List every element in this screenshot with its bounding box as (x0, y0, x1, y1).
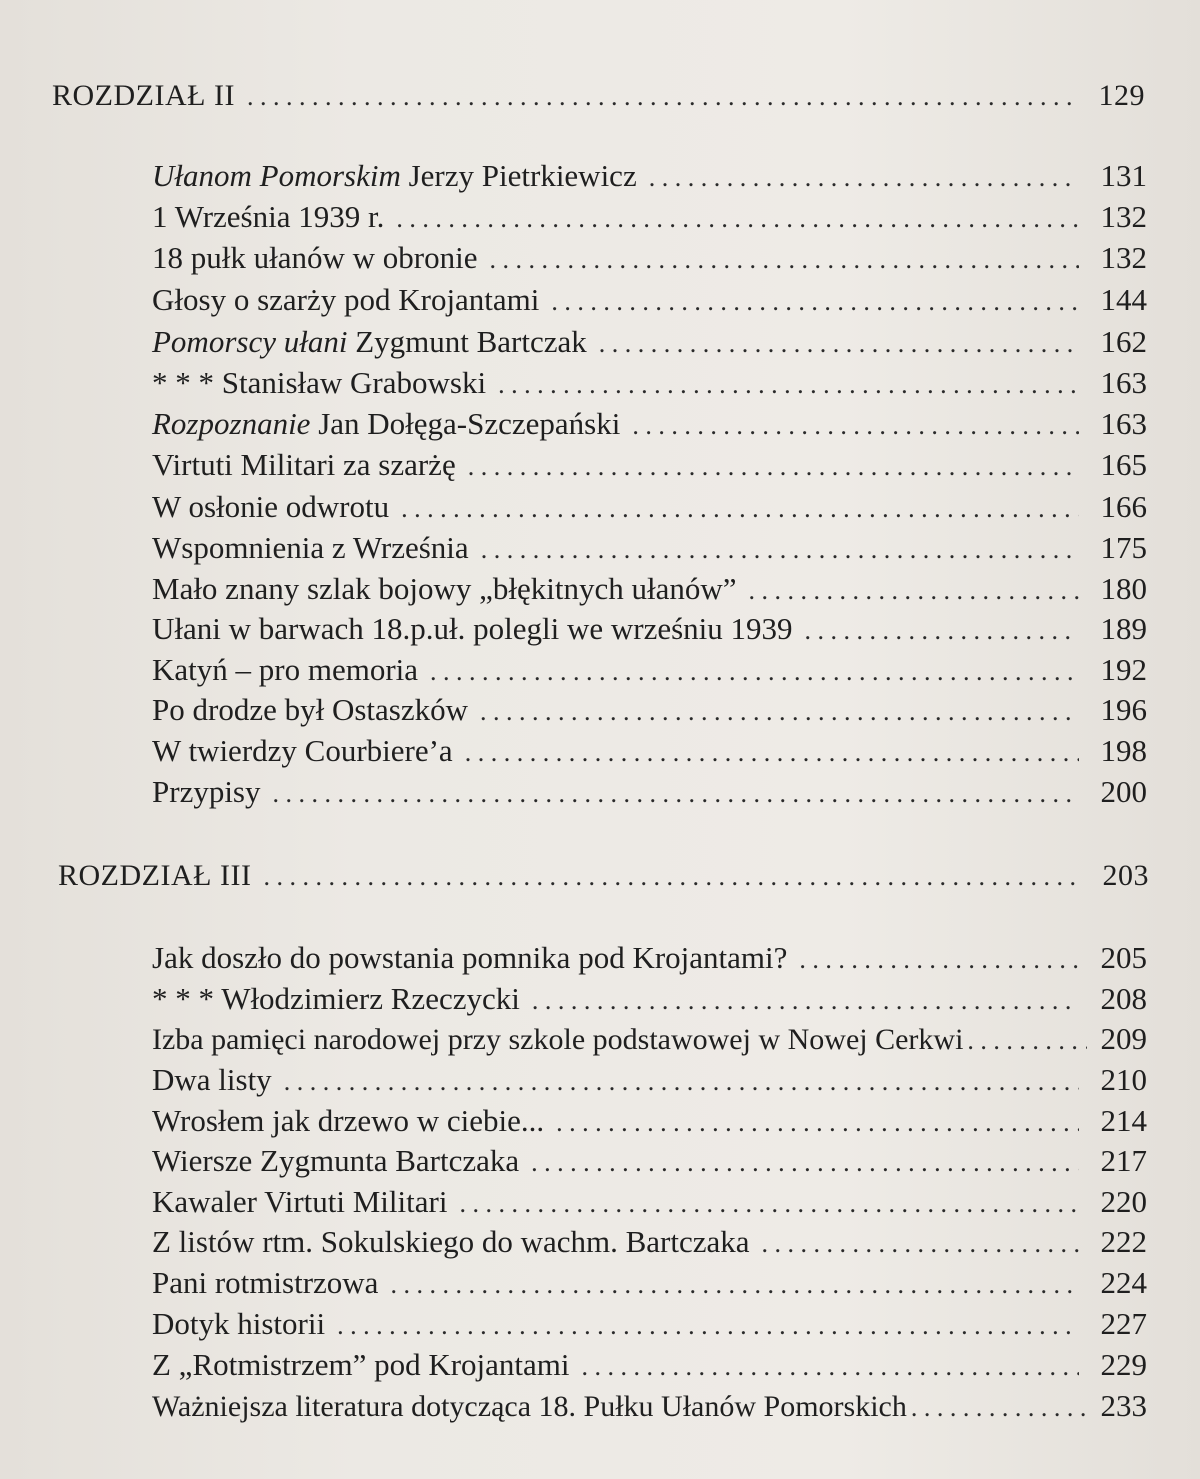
page-number: 200 (1100, 774, 1147, 809)
page-number: 224 (1100, 1265, 1147, 1300)
dot-leader (799, 942, 1079, 978)
page-number: 166 (1100, 489, 1147, 524)
entry-title: 18 pułk ułanów w obronie (152, 240, 478, 275)
entry-italic-title: Ułanom Pomorskim (152, 158, 401, 193)
page-number: 163 (1100, 365, 1147, 400)
dot-leader (498, 367, 1079, 403)
page-number: 198 (1100, 733, 1147, 768)
toc-entry (152, 733, 1147, 771)
page-number: 162 (1100, 324, 1147, 359)
dot-leader (480, 694, 1079, 730)
entry-title: * * * Włodzimierz Rzeczycki (152, 981, 520, 1016)
entry-title: Wrosłem jak drzewo w ciebie... (152, 1103, 545, 1138)
entry-italic-title: Pomorscy ułani (152, 324, 348, 359)
entry-author: Zygmunt Bartczak (347, 324, 587, 359)
dot-leader (749, 573, 1079, 609)
entry-title: Kawaler Virtuti Militari (152, 1184, 448, 1219)
entry-author: Jan Dołęga-Szczepański (310, 406, 621, 441)
toc-entry (152, 1306, 1147, 1344)
entry-title: Ułani w barwach 18.p.uł. polegli we wrześniu 1939 (152, 611, 793, 646)
entry-title (152, 324, 587, 360)
dot-leader (649, 160, 1079, 196)
entry-title: Wiersze Zygmunta Bartczaka (152, 1143, 520, 1178)
dot-leader (762, 1226, 1080, 1262)
page-number: 196 (1100, 692, 1147, 727)
entry-title: W twierdzy Courbiere’a (152, 733, 453, 768)
entry-title: Jak doszło do powstania pomnika pod Krojantami? (152, 940, 788, 975)
entry-title: Katyń – pro memoria (152, 652, 419, 687)
toc-entry (152, 692, 1147, 730)
entry-title: * * * Stanisław Grabowski (152, 365, 487, 400)
dot-leader (468, 449, 1079, 485)
chapter-heading (58, 858, 1149, 895)
entry-title: 1 Września 1939 r. (152, 199, 385, 234)
dot-leader (430, 654, 1079, 690)
entry-title (152, 158, 637, 194)
entry-title: Po drodze był Ostaszków (152, 692, 468, 727)
page-number: 132 (1100, 240, 1147, 275)
toc-entry (152, 1347, 1147, 1385)
dot-leader (967, 1023, 1087, 1059)
entry-title: W osłonie odwrotu (152, 489, 390, 524)
dot-leader (532, 983, 1079, 1019)
entry-title: Pani rotmistrzowa (152, 1265, 379, 1300)
entry-title: Ważniejsza literatura dotycząca 18. Pułku Ułanów Pomorskich (152, 1390, 907, 1423)
dot-leader (805, 613, 1079, 649)
dot-leader (911, 1390, 1085, 1426)
dot-leader (396, 201, 1079, 237)
page-number: 227 (1100, 1306, 1147, 1341)
page-number: 220 (1100, 1184, 1147, 1219)
toc-entry (152, 324, 1147, 362)
page-number: 180 (1100, 571, 1147, 606)
page-number: 175 (1100, 530, 1147, 565)
page-number: 222 (1100, 1224, 1147, 1259)
page-number: 209 (1100, 1021, 1147, 1056)
toc-entry (152, 1062, 1147, 1100)
toc-entry (152, 652, 1147, 690)
toc-entry (152, 981, 1147, 1019)
entry-title: Dwa listy (152, 1062, 272, 1097)
entry-title: Dotyk historii (152, 1306, 326, 1341)
page-number: 189 (1100, 611, 1147, 646)
toc-entry (152, 774, 1147, 812)
page-number: 144 (1100, 282, 1147, 317)
toc-entry (152, 282, 1147, 320)
dot-leader (390, 1267, 1079, 1303)
chapter-title: ROZDZIAŁ II (52, 79, 235, 112)
toc-entry (152, 1184, 1147, 1222)
page-number: 163 (1100, 406, 1147, 441)
page-number: 203 (1102, 859, 1149, 892)
toc-entry (152, 365, 1147, 403)
toc-entry (152, 199, 1147, 237)
dot-leader (489, 242, 1079, 278)
page-number: 214 (1100, 1103, 1147, 1138)
dot-leader (465, 735, 1079, 771)
dot-leader (481, 532, 1079, 568)
toc-entry (152, 571, 1147, 609)
entry-title: Izba pamięci narodowej przy szkole podstawowej w Nowej Cerkwi (152, 1023, 964, 1056)
toc-entry (152, 489, 1147, 527)
toc-entry (152, 611, 1147, 649)
entry-italic-title: Rozpoznanie (152, 406, 311, 441)
dot-leader (284, 1064, 1079, 1100)
dot-leader (556, 1105, 1079, 1141)
page-number: 233 (1100, 1388, 1147, 1423)
dot-leader (459, 1186, 1079, 1222)
page-number: 192 (1100, 652, 1147, 687)
chapter-heading (52, 78, 1145, 115)
toc-entry (152, 1103, 1147, 1141)
entry-author: Jerzy Pietrkiewicz (400, 158, 637, 193)
page-number: 131 (1100, 158, 1147, 193)
toc-entry (152, 1265, 1147, 1303)
dot-leader (531, 1145, 1079, 1181)
toc-entry (152, 240, 1147, 278)
toc-entry (152, 1021, 1147, 1059)
page-number: 210 (1100, 1062, 1147, 1097)
toc-entry (152, 158, 1147, 196)
toc-entry (152, 406, 1147, 444)
toc-entry (152, 940, 1147, 978)
chapter-title: ROZDZIAŁ III (58, 859, 252, 892)
dot-leader (247, 79, 1077, 115)
toc-entry (152, 1224, 1147, 1262)
toc-entry (152, 1143, 1147, 1181)
page-number: 165 (1100, 447, 1147, 482)
dot-leader (273, 776, 1080, 812)
dot-leader (599, 326, 1079, 362)
entry-title: Z listów rtm. Sokulskiego do wachm. Bartczaka (152, 1224, 750, 1259)
entry-title (152, 406, 620, 442)
page-number: 208 (1100, 981, 1147, 1016)
entry-title: Mało znany szlak bojowy „błękitnych ułanów” (152, 571, 737, 606)
entry-title: Virtuti Militari za szarżę (152, 447, 456, 482)
dot-leader (263, 859, 1081, 895)
page-number: 132 (1100, 199, 1147, 234)
entry-title: Głosy o szarży pod Krojantami (152, 282, 540, 317)
entry-title: Przypisy (152, 774, 261, 809)
page-number: 217 (1100, 1143, 1147, 1178)
dot-leader (337, 1308, 1079, 1344)
toc-entry (152, 1388, 1147, 1426)
toc-entry (152, 447, 1147, 485)
dot-leader (582, 1349, 1079, 1385)
dot-leader (401, 491, 1079, 527)
dot-leader (632, 408, 1079, 444)
entry-title: Z „Rotmistrzem” pod Krojantami (152, 1347, 570, 1382)
page-number: 129 (1098, 79, 1145, 112)
dot-leader (551, 284, 1079, 320)
page-number: 229 (1100, 1347, 1147, 1382)
toc-entry (152, 530, 1147, 568)
entry-title: Wspomnienia z Września (152, 530, 469, 565)
page-number: 205 (1100, 940, 1147, 975)
